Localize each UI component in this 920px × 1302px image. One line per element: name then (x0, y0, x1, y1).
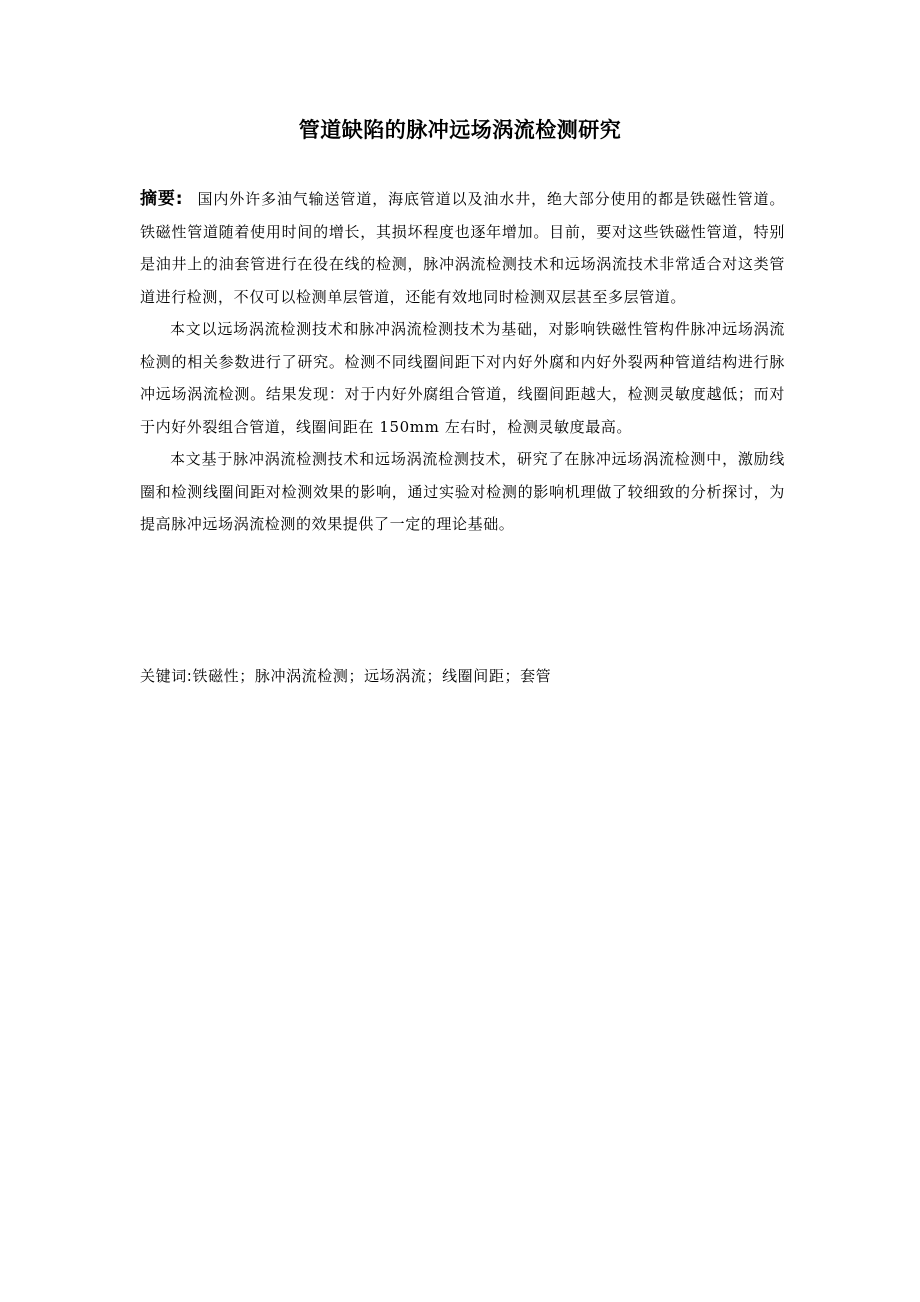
abstract-paragraph-3: 本文基于脉冲涡流检测技术和远场涡流检测技术，研究了在脉冲远场涡流检测中，激励线圈和检测线圈间距对检测效果的影响，通过实验对检测的影响机理做了较细致的分析探讨，为提高脉冲远场涡流检测的效果提供了一定的理论基础。 (140, 450, 785, 533)
abstract-paragraph-1-text: 国内外许多油气输送管道，海底管道以及油水井，绝大部分使用的都是铁磁性管道。铁磁性管道随着使用时间的增长，其损坏程度也逐年增加。目前，要对这些铁磁性管道，特别是油井上的油套管进行在役在线的检测，脉冲涡流检测技术和远场涡流技术非常适合对这类管道进行检测，不仅可以检测单层管道，还能有效地同时检测双层甚至多层管道。 (140, 190, 785, 306)
keywords-label: 关键词: (140, 667, 193, 685)
abstract-paragraph-1 (140, 183, 785, 313)
abstract-paragraph-2: 本文以远场涡流检测技术和脉冲涡流检测技术为基础，对影响铁磁性管构件脉冲远场涡流检测的相关参数进行了研究。检测不同线圈间距下对内好外腐和内好外裂两种管道结构进行脉冲远场涡流检测。结果发现：对于内好外腐组合管道，线圈间距越大，检测灵敏度越低；而对于内好外裂组合管道，线圈间距在 150mm 左右时，检测灵敏度最高。 (140, 320, 785, 436)
keywords-line (140, 660, 785, 692)
abstract-label: 摘要: (140, 189, 184, 209)
abstract-section (140, 183, 785, 541)
paper-title: 管道缺陷的脉冲远场涡流检测研究 (298, 118, 622, 142)
keywords-text: 铁磁性；脉冲涡流检测；远场涡流；线圈间距；套管 (192, 667, 552, 685)
